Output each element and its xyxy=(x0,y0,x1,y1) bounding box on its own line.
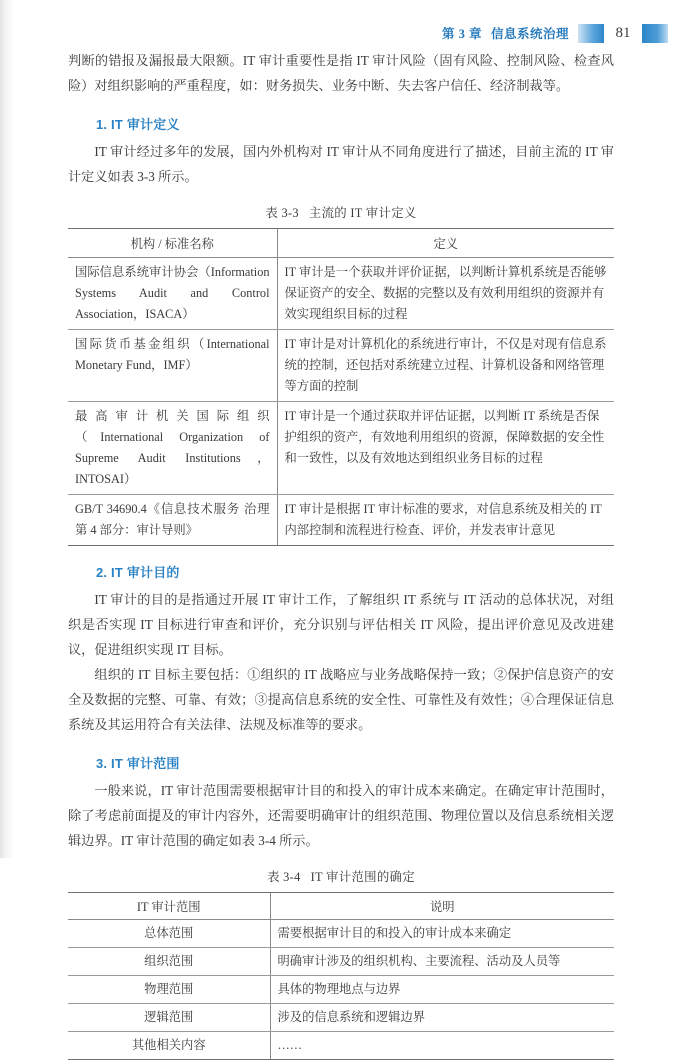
cell-definition: IT 审计是对计算机化的系统进行审计，不仅是对现有信息系统的控制，还包括对系统建立过程、计算机设备和网络管理等方面的控制 xyxy=(277,330,614,402)
table-row xyxy=(68,258,614,330)
table-row xyxy=(68,920,614,948)
table-3-4-caption-number: 表 3-4 xyxy=(267,870,301,884)
table-row xyxy=(68,330,614,402)
table-3-3-block xyxy=(68,203,614,546)
page-edge-shadow xyxy=(0,0,14,858)
paragraph-2-1: IT 审计的目的是指通过开展 IT 审计工作，了解组织 IT 系统与 IT 活动的总体状况，对组织是否实现 IT 目标进行审查和评价，充分识别与评估相关 IT 风险，提出评价意见及改进建议，促进组织实现 IT 目标。 xyxy=(68,592,614,657)
table-row xyxy=(68,495,614,546)
cell-scope: 其他相关内容 xyxy=(68,1032,270,1060)
section-heading-2: 2. IT 审计目的 xyxy=(96,565,180,580)
cell-description: …… xyxy=(270,1032,614,1060)
column-header-definition: 定义 xyxy=(277,229,614,258)
cell-description: 需要根据审计目的和投入的审计成本来确定 xyxy=(270,920,614,948)
paragraph-3-1: 一般来说，IT 审计范围需要根据审计目的和投入的审计成本来确定。在确定审计范围时，除了考虑前面提及的审计内容外，还需要明确审计的组织范围、物理位置以及信息系统相关逻辑边界。IT 审计范围的确定如表 3-4 所示。 xyxy=(68,783,614,848)
table-row xyxy=(68,976,614,1004)
table-row xyxy=(68,402,614,495)
column-header-org: 机构 / 标准名称 xyxy=(68,229,277,258)
column-header-scope: IT 审计范围 xyxy=(68,893,270,920)
page-number: 81 xyxy=(615,24,631,41)
section-heading-3: 3. IT 审计范围 xyxy=(96,756,180,771)
table-3-4 xyxy=(68,892,614,1060)
header-chapter-label: 第 3 章 xyxy=(441,27,482,41)
column-header-description: 说明 xyxy=(270,893,614,920)
cell-org: 国际货币基金组织（International Monetary Fund，IMF） xyxy=(68,330,277,402)
running-header xyxy=(0,18,680,48)
table-3-4-block xyxy=(68,867,614,1060)
paragraph-2-2: 组织的 IT 目标主要包括：①组织的 IT 战略应与业务战略保持一致；②保护信息资产的安全及数据的完整、可靠、有效；③提高信息系统的安全性、可靠性及有效性；④合理保证信息系统及其运用符合有关法律、法规及标准等的要求。 xyxy=(68,667,614,732)
gradient-swatch-icon xyxy=(578,24,604,43)
cell-description: 涉及的信息系统和逻辑边界 xyxy=(270,1004,614,1032)
header-chapter-title: 信息系统治理 xyxy=(490,27,569,41)
table-3-4-caption xyxy=(68,867,614,885)
cell-scope: 总体范围 xyxy=(68,920,270,948)
table-3-3-caption-title: 主流的 IT 审计定义 xyxy=(308,206,417,220)
table-3-3-caption-number: 表 3-3 xyxy=(265,206,299,220)
content-column xyxy=(68,48,614,1060)
cell-scope: 物理范围 xyxy=(68,976,270,1004)
cell-definition: IT 审计是根据 IT 审计标准的要求，对信息系统及相关的 IT 内部控制和流程进行检查、评价，并发表审计意见 xyxy=(277,495,614,546)
table-3-3-caption xyxy=(68,203,614,221)
cell-org: 最高审计机关国际组织（International Organization of Supreme Audit Institutions，INTOSAI） xyxy=(68,402,277,495)
cell-org: GB/T 34690.4《信息技术服务 治理 第 4 部分：审计导则》 xyxy=(68,495,277,546)
cell-definition: IT 审计是一个获取并评价证据，以判断计算机系统是否能够保证资产的安全、数据的完整以及有效利用组织的资源并有效实现组织目标的过程 xyxy=(277,258,614,330)
section-heading-1: 1. IT 审计定义 xyxy=(96,117,180,132)
cell-definition: IT 审计是一个通过获取并评估证据，以判断 IT 系统是否保护组织的资产，有效地利用组织的资源，保障数据的安全性和一致性，以及有效地达到组织业务目标的过程 xyxy=(277,402,614,495)
cell-scope: 逻辑范围 xyxy=(68,1004,270,1032)
table-row xyxy=(68,1032,614,1060)
cell-description: 明确审计涉及的组织机构、主要流程、活动及人员等 xyxy=(270,948,614,976)
cell-org: 国际信息系统审计协会（Information Systems Audit and Control Association，ISACA） xyxy=(68,258,277,330)
table-row xyxy=(68,1004,614,1032)
table-row xyxy=(68,948,614,976)
gradient-swatch-icon xyxy=(642,24,668,43)
paragraph-1-1: IT 审计经过多年的发展，国内外机构对 IT 审计从不同角度进行了描述，目前主流的 IT 审计定义如表 3-3 所示。 xyxy=(68,144,614,184)
table-3-4-caption-title: IT 审计范围的确定 xyxy=(310,870,415,884)
cell-description: 具体的物理地点与边界 xyxy=(270,976,614,1004)
table-header-row xyxy=(68,229,614,258)
table-3-3 xyxy=(68,228,614,546)
paragraph-intro: 判断的错报及漏报最大限额。IT 审计重要性是指 IT 审计风险（固有风险、控制风险、检查风险）对组织影响的严重程度，如：财务损失、业务中断、失去客户信任、经济制裁等。 xyxy=(68,53,614,93)
cell-scope: 组织范围 xyxy=(68,948,270,976)
table-header-row xyxy=(68,893,614,920)
header-chapter-text xyxy=(442,24,569,42)
